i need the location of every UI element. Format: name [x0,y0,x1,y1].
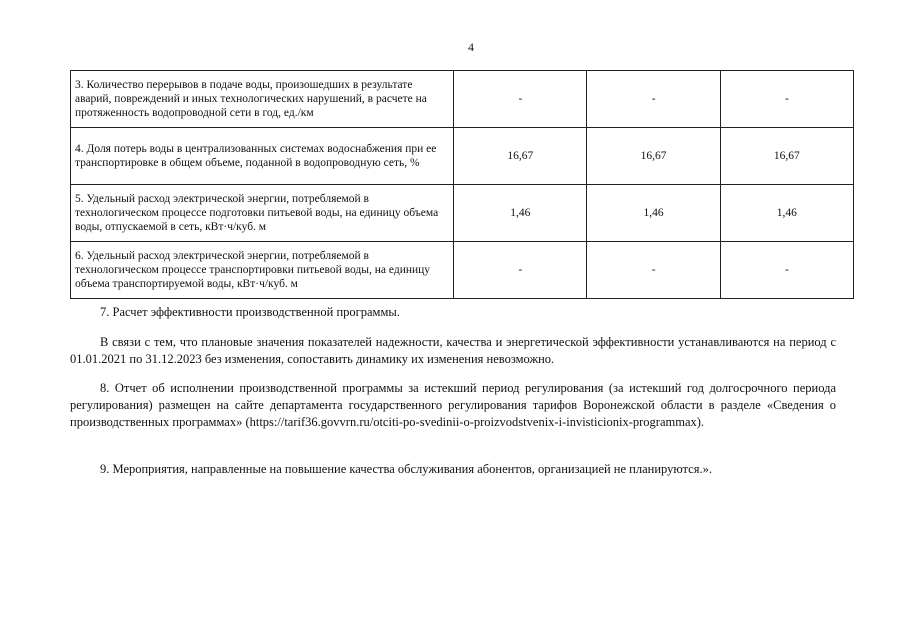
value-cell: - [720,242,853,299]
value-cell: 16,67 [454,128,587,185]
table-row [71,185,854,242]
value-cell: 1,46 [720,185,853,242]
value-cell: 16,67 [720,128,853,185]
value-cell: 1,46 [587,185,720,242]
value-cell: - [587,242,720,299]
indicators-table [70,70,854,299]
table-row [71,242,854,299]
row-label: 3. Количество перерывов в подаче воды, произошедших в результате аварий, повреждений и иных технологических нарушений, в расчете на протяженность водопроводной сети в год, ед./км [71,71,454,128]
value-cell: - [587,71,720,128]
page-number: 4 [468,40,474,54]
table-row [71,128,854,185]
row-label: 5. Удельный расход электрической энергии, потребляемой в технологическом процессе подготовки питьевой воды, на единицу объема воды, отпускаемой в сеть, кВт·ч/куб. м [71,185,454,242]
table-row [71,71,854,128]
value-cell: - [454,71,587,128]
value-cell: 16,67 [587,128,720,185]
value-cell: - [454,242,587,299]
value-cell: - [720,71,853,128]
section-7-heading: 7. Расчет эффективности производственной программы. [100,305,400,319]
row-label: 6. Удельный расход электрической энергии, потребляемой в технологическом процессе транспортировки питьевой воды, на единицу объема транспортируемой воды, кВт·ч/куб. м [71,242,454,299]
section-8-paragraph: 8. Отчет об исполнении производственной программы за истекший период регулирования (за истекший год долгосрочного периода регулирования) размещен на сайте департамента государственного регулирования тарифов Воронежской области в разделе «Сведения о производственных программах» (https://tarif36.govvrn.ru/otciti-po-svedinii-o-proizvodstvenix-i-invisticionix-programmax). [70,381,836,429]
section-9-paragraph: 9. Мероприятия, направленные на повышение качества обслуживания абонентов, организацией не планируются.». [100,462,712,476]
value-cell: 1,46 [454,185,587,242]
efficiency-note-paragraph: В связи с тем, что плановые значения показателей надежности, качества и энергетической эффективности устанавливаются на период с 01.01.2021 по 31.12.2023 без изменения, сопоставить динамику их изменения невозможно. [70,335,836,366]
row-label: 4. Доля потерь воды в централизованных системах водоснабжения при ее транспортировке в общем объеме, поданной в водопроводную сеть, % [71,128,454,185]
